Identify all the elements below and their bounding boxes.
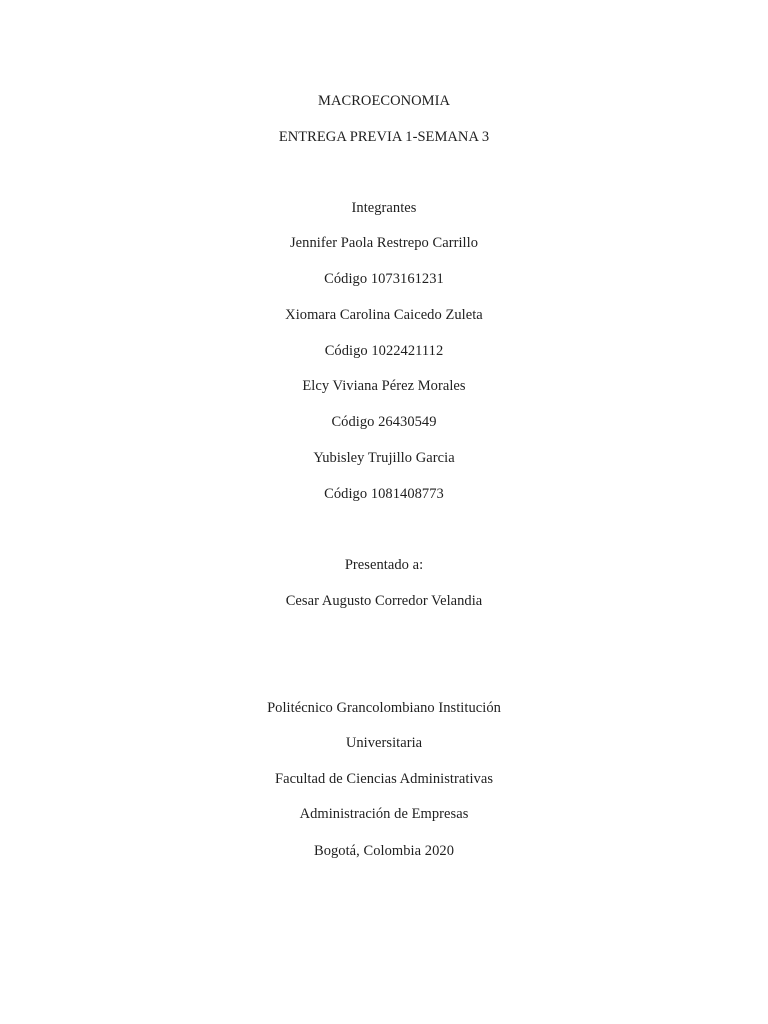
program-name: Administración de Empresas bbox=[299, 806, 469, 822]
member-code: Código 1022421112 bbox=[324, 343, 444, 359]
member-name: Xiomara Carolina Caicedo Zuleta bbox=[285, 307, 483, 323]
course-title: MACROECONOMIA bbox=[318, 93, 450, 109]
place-date: Bogotá, Colombia 2020 bbox=[313, 843, 454, 859]
member-name: Jennifer Paola Restrepo Carrillo bbox=[289, 235, 479, 251]
presented-to-name: Cesar Augusto Corredor Velandia bbox=[285, 593, 483, 609]
member-code: Código 1081408773 bbox=[324, 486, 444, 502]
member-code: Código 1073161231 bbox=[324, 271, 444, 287]
member-code: Código 26430549 bbox=[331, 414, 437, 430]
member-name: Yubisley Trujillo Garcia bbox=[313, 450, 455, 466]
member-name: Elcy Viviana Pérez Morales bbox=[302, 378, 466, 394]
institution-name-line2: Universitaria bbox=[345, 735, 423, 751]
assignment-title: ENTREGA PREVIA 1-SEMANA 3 bbox=[278, 129, 490, 145]
presented-to-label: Presentado a: bbox=[344, 557, 424, 573]
faculty-name: Facultad de Ciencias Administrativas bbox=[274, 771, 494, 787]
institution-name-line1: Politécnico Grancolombiano Institución bbox=[267, 700, 501, 716]
members-heading: Integrantes bbox=[351, 200, 417, 216]
